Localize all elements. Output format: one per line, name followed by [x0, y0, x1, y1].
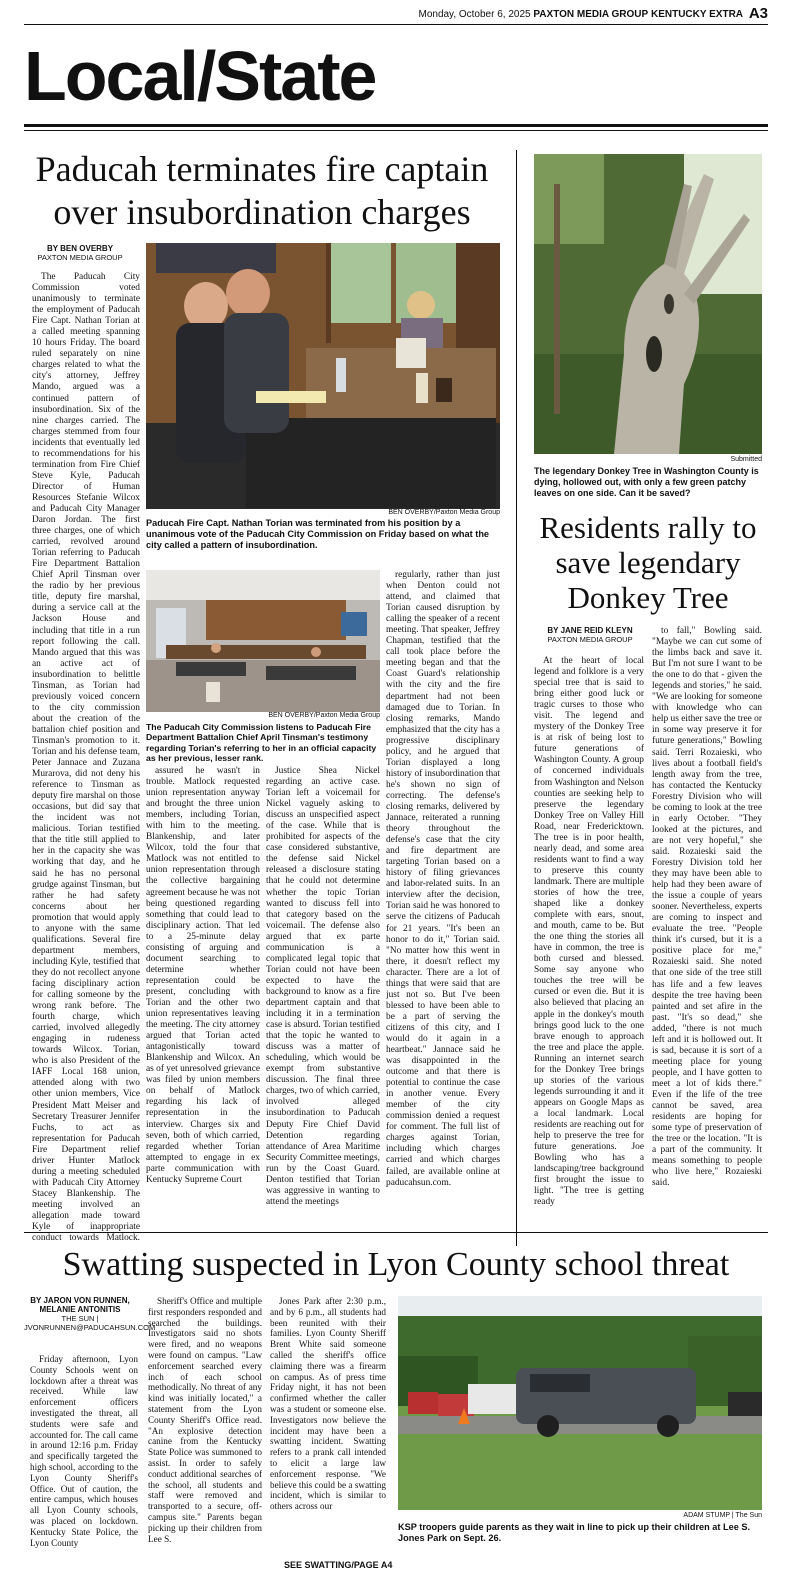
story2-author: BY JANE REID KLEYN: [547, 626, 633, 635]
donkey-tree-credit: Submitted: [730, 456, 762, 463]
story2-column-2: to fall," Bowling said. "Maybe we can cut some of the limbs back and save it. But I'm not sure I want to be the one to do that - given the legends and stories," he said. "We are looking for someone with knowledge who can help us either save the tree or in some way preserve it for future generations," Bowling said. Terri Rozaieski, who lives about a football field's length away from the tree, has contacted the Kentucky Forestry Division who will be coming to look at the tree in early October. "They looked at the pictures, and are not very hopeful," she said. Rozaieski said the Forestry Division told her they may have been able to help had they been aware of the issue a couple of years sooner. Nevertheless, experts are coming to inspect and evaluate the tree. "People think it's cursed, but it is a positive place for me," Rozaieski said. She noted that one side of the tree still has life and a few leaves despite the tree having been painted and set afire in the past. "It's so dead," she added, "there is not much left and it is hollowed out. It is sad, because it is sort of a meeting place for young people, and I have gotten to meet a lot of kids there." Even if the life of the tree cannot be saved, area residents are hoping for some type of preservation of the tree or the location. "It is a part of the community. It means something to people who live here," Rozaieski said.: [652, 626, 762, 1189]
header-rule: [24, 24, 768, 25]
issue-date: Monday, October 6, 2025: [418, 9, 531, 20]
donkey-tree-photo-art: [534, 154, 762, 454]
section-title: Local/State: [24, 37, 376, 115]
story1-headline: Paducah terminates fire captain over insubordination charges: [35, 149, 489, 232]
story3-author-2: MELANIE ANTONITIS: [39, 1305, 121, 1314]
commission-photo: [146, 570, 380, 712]
donkey-tree-caption: The legendary Donkey Tree in Washington County is dying, hollowed out, with only a few green patchy leaves on one side. Can it be saved?: [534, 466, 759, 498]
story3-email: JVONRUNNEN@PADUCAHSUN.COM: [24, 1323, 156, 1332]
jump-link[interactable]: SEE SWATTING/PAGE A4: [284, 1560, 393, 1570]
story3-org: THE SUN |: [61, 1314, 99, 1323]
lee-jones-park-photo-art: [398, 1296, 762, 1510]
story1-byline: [24, 244, 136, 262]
hearing-photo: [146, 243, 500, 509]
story1-author: BY BEN OVERBY: [46, 244, 114, 253]
story2-org: PAXTON MEDIA GROUP: [547, 635, 633, 644]
page-header: [24, 6, 768, 22]
lee-jones-park-photo: [398, 1296, 762, 1510]
story1-column-1: The Paducah City Commission voted unanimously to terminate the employment of Paducah Fire Capt. Nathan Torian at a called meeting spanning 10 hours Friday. The board ruled separately on nine charges related to what the city's attorney, Jeffrey Mando, argued was a continued pattern of insubordination. Six of the nine charges carried. The charges stemmed from four incidents that eventually led to recommendations for his termination from Fire Chief Steve Kyle, Paducah Director of Human Resources Stefanie Wilcox and Paducah City Manager Daron Jordan. The first three charges, one of which carried, revolved around Torian referring to Paducah Fire Department Battalion Chief April Tinsman over the radio by her previous title, deputy fire marshal, during a service call at the Jackson House and including that title in a run report following the call. Mando argued that this was an active act of insubordination to belittle Tinsman, as Torian had previously voiced concern to the city commission about the creation of the battalion chief position and Tinsman's promotion to it. Torian and his defense team, Peter Jannace and Zuzana Murarova, did not deny his reference to Tinsman as deputy fire marshal on those occasions, but did say that the incident was not malicious. Torian testified that the title still applied to her in the capacity she was working that day, and he said he has no personal grudge against Tinsman, but rather he had safety concerns about her promotion that would apply to anyone with the same qualifications. Several fire department members, including Kyle, testified that they do not recollect anyone facing disciplinary action for calling someone by the wrong rank before. The fourth charge, which carried, involved allegedly engaging in rudeness towards Wilcox. Torian, who is also President of the IAFF Local 168 union, attended along with two other union members, Vice President Matt Meiser and Secretary Treasurer Jennifer Fuchs, to act as representation for Paducah Fire Department relief driver Hunter Matlock during a meeting scheduled with Paducah City Attorney Stacey Blankenship. The meeting involved an allegation made toward Kyle of inappropriate conduct towards Matlock.: [32, 272, 140, 1244]
story3-column-2: Sheriff's Office and multiple first responders responded and searched the buildings. Investigators said no shots were fired, and no weapons were found on campus. "Law enforcement searched every inch of each school methodically. No threat of any kind was initially located," a statement from the Lyon County Sheriff's Office read. "An explosive detection canine from the Kentucky State Police was summoned to assist. In order to safely conduct additional searches of the school, all students and staff were removed and transported to a secure, off-campus site." Parents began picking up their children from Lee S.: [148, 1296, 262, 1544]
lee-jones-park-credit: ADAM STUMP | The Sun: [683, 1512, 762, 1519]
story1-column-4: regularly, rather than just when Denton could not attend, and claimed that Torian caused disruption by calling the speaker of a recent meeting. That speaker, Jeffrey Chapman, testified that the call took place before the meeting began and that the Coast Guard's relationship with the city and the fire department had not been damaged due to Torian. In closing remarks, Mando emphasized that the city has a progressive disciplinary policy, and he argued that Torian displayed a long history of insubordination that he's shown no sign of correcting. The defense's closing remarks, delivered by Jannace, reiterated a running theory throughout the defense's case that the city and fire department are targeting Torian based on a history of filing grievances and labor-related suits. In an interview after the decision, Torian said he was honored to serve the citizens of Paducah for 21 years. "It's been an honor to do it," Torian said. "No matter how this went in there, it doesn't reflect my character. There are a lot of things that were said that are just not so. But I've been blessed to have been able to be a part of serving the citizens of this city, and I would do it again in a heartbeat." Jannace said he was disappointed in the outcome and that there is potential to continue the case in another venue. Every member of the city commission denied a request for comment. The full list of charges against Torian, including which charges carried and which charges failed, are available online at paducahsun.com.: [386, 570, 500, 1188]
story2-column-1: At the heart of local legend and folklore is a very special tree that is said to bring either good luck or tragic curses to those who visit. The legend and mystery of the Donkey Tree is at risk of being lost to future generations of Washington County. A group of concerned individuals from Washington and Nelson counties are seeking help to preserve the legendary Donkey Tree on Valley Hill Road, near Fredericktown. The tree is in poor health, nearly dead, and some area residents want to find a way to preserve this county landmark. There are multiple stories of how the tree, shaped like a donkey complete with ears, snout, and mouth, came to be. But the one thing the stories all have in common, the tree is both cursed and blessed. Some say anyone who touches the tree will be cursed or even die. But it is also believed that placing an apple in the donkey's mouth brings good luck to the one brave enough to approach the tree and place the apple. Running an internet search for the Donkey Tree brings up stories of the various legends surrounding it and it appears on Google Maps as a local landmark. Local residents are reaching out for help to preserve the tree for future generations. Joe Bowling who has a landscaping/tree background first brought the issue to light. "The tree is getting ready: [534, 656, 644, 1208]
publisher: PAXTON MEDIA GROUP: [533, 9, 649, 20]
lee-jones-park-caption: KSP troopers guide parents as they wait in line to pick up their children at Lee S. Jones Park on Sept. 26.: [398, 1522, 751, 1543]
column-divider: [516, 150, 517, 1246]
hearing-photo-caption: Paducah Fire Capt. Nathan Torian was terminated from his position by a unanimous vote of the Paducah City Commission on Friday based on what the city called a pattern of insubordination.: [146, 518, 490, 550]
story3-author-1: BY JARON VON RUNNEN,: [30, 1296, 130, 1305]
story2-byline: [536, 626, 644, 644]
story3-byline: [24, 1296, 156, 1332]
commission-photo-art: [146, 570, 380, 712]
donkey-tree-photo: [534, 154, 762, 454]
commission-photo-credit: BEN OVERBY/Paxton Media Group: [268, 712, 380, 719]
section-rule: [24, 124, 768, 127]
story3-headline: Swatting suspected in Lyon County school threat: [62, 1246, 730, 1283]
hearing-photo-art: [146, 243, 500, 509]
story1-column-2: assured he wasn't in trouble. Matlock requested union representation anyway and brought the three union members, including Torian, with him to the meeting. Blankenship, and later Wilcox, told the four that Matlock was not entitled to union representation through the collective bargaining agreement because he was not being questioned regarding something that could lead to disciplinary action. That led to a 25-minute delay consisting of arguing and document searching to determine whether representation could be present, concluding with Torian and the other two union representatives leaving the meeting. The city attorney argued that Torian acted antagonistically toward Blankenship and Wilcox. An as of yet unresolved grievance was filed by union members on behalf of Matlock regarding his lack of representation in the interview. Charges six and seven, both of which carried, regarded whether Torian attempted to engage in ex parte communication with Kentucky Supreme Court: [146, 766, 260, 1185]
edition: KENTUCKY EXTRA: [650, 9, 744, 20]
commission-photo-caption: The Paducah City Commission listens to Paducah Fire Department Battalion Chief April Tinsman's testimony regarding Torian's referring to her in an official capacity as her previous, lesser rank.: [146, 722, 377, 764]
section-rule-thin: [24, 130, 768, 131]
story1-column-3: Justice Shea Nickel regarding an active case. Torian left a voicemail for Nickel vaguely asking to discuss an unspecified aspect of the case. While that is prohibited for aspects of the case considered substantive, the defense said Nickel released a disclosure stating that he could not determine whether the topic Torian wanted to discuss fell into that category based on the voicemail. The defense also argued that ex parte communication is a complicated legal topic that Torian could not have been expected to have the background to know as a fire department captain and that including it in a termination case is absurd. Torian testified that the topic he wanted to discuss was a matter of scheduling, which would be exempt from substantive discussion. The final three charges, two of which carried, involved alleged insubordination to Paducah Deputy Fire Chief David Detention regarding attendance of Area Maritime Security Committee meetings, run by the Coast Guard. Denton testified that Torian was aggressive in wanting to attend the meetings: [266, 766, 380, 1207]
story3-column-1: Friday afternoon, Lyon County Schools went on lockdown after a threat was received. While law enforcement officers investigated the threat, all students were safe and accounted for. The call came in around 12:16 p.m. Friday and specifically targeted the high school, according to the Lyon County Sheriff's Office. Out of caution, the entire campus, which houses all Lyon County schools, was placed on lockdown. Kentucky State Police, the Lyon County: [30, 1354, 138, 1548]
story-divider: [24, 1232, 768, 1233]
page-number: A3: [748, 5, 768, 22]
story2-headline: Residents rally to save legendary Donkey Tree: [539, 510, 757, 615]
story3-column-3: Jones Park after 2:30 p.m., and by 6 p.m., all students had been reunited with their families. Lyon County Sheriff Brent White said someone called the sheriff's office claiming there was a firearm on campus. As of press time Friday night, it has not been confirmed whether the caller was a student or someone else. Investigators now believe the incident may have been a swatting incident. Swatting refers to a prank call intended to elicit a large law enforcement response. "We believe this could be a swatting incident, which is similar to others across our: [270, 1296, 386, 1512]
hearing-photo-credit: BEN OVERBY/Paxton Media Group: [388, 509, 500, 516]
story1-org: PAXTON MEDIA GROUP: [37, 253, 123, 262]
